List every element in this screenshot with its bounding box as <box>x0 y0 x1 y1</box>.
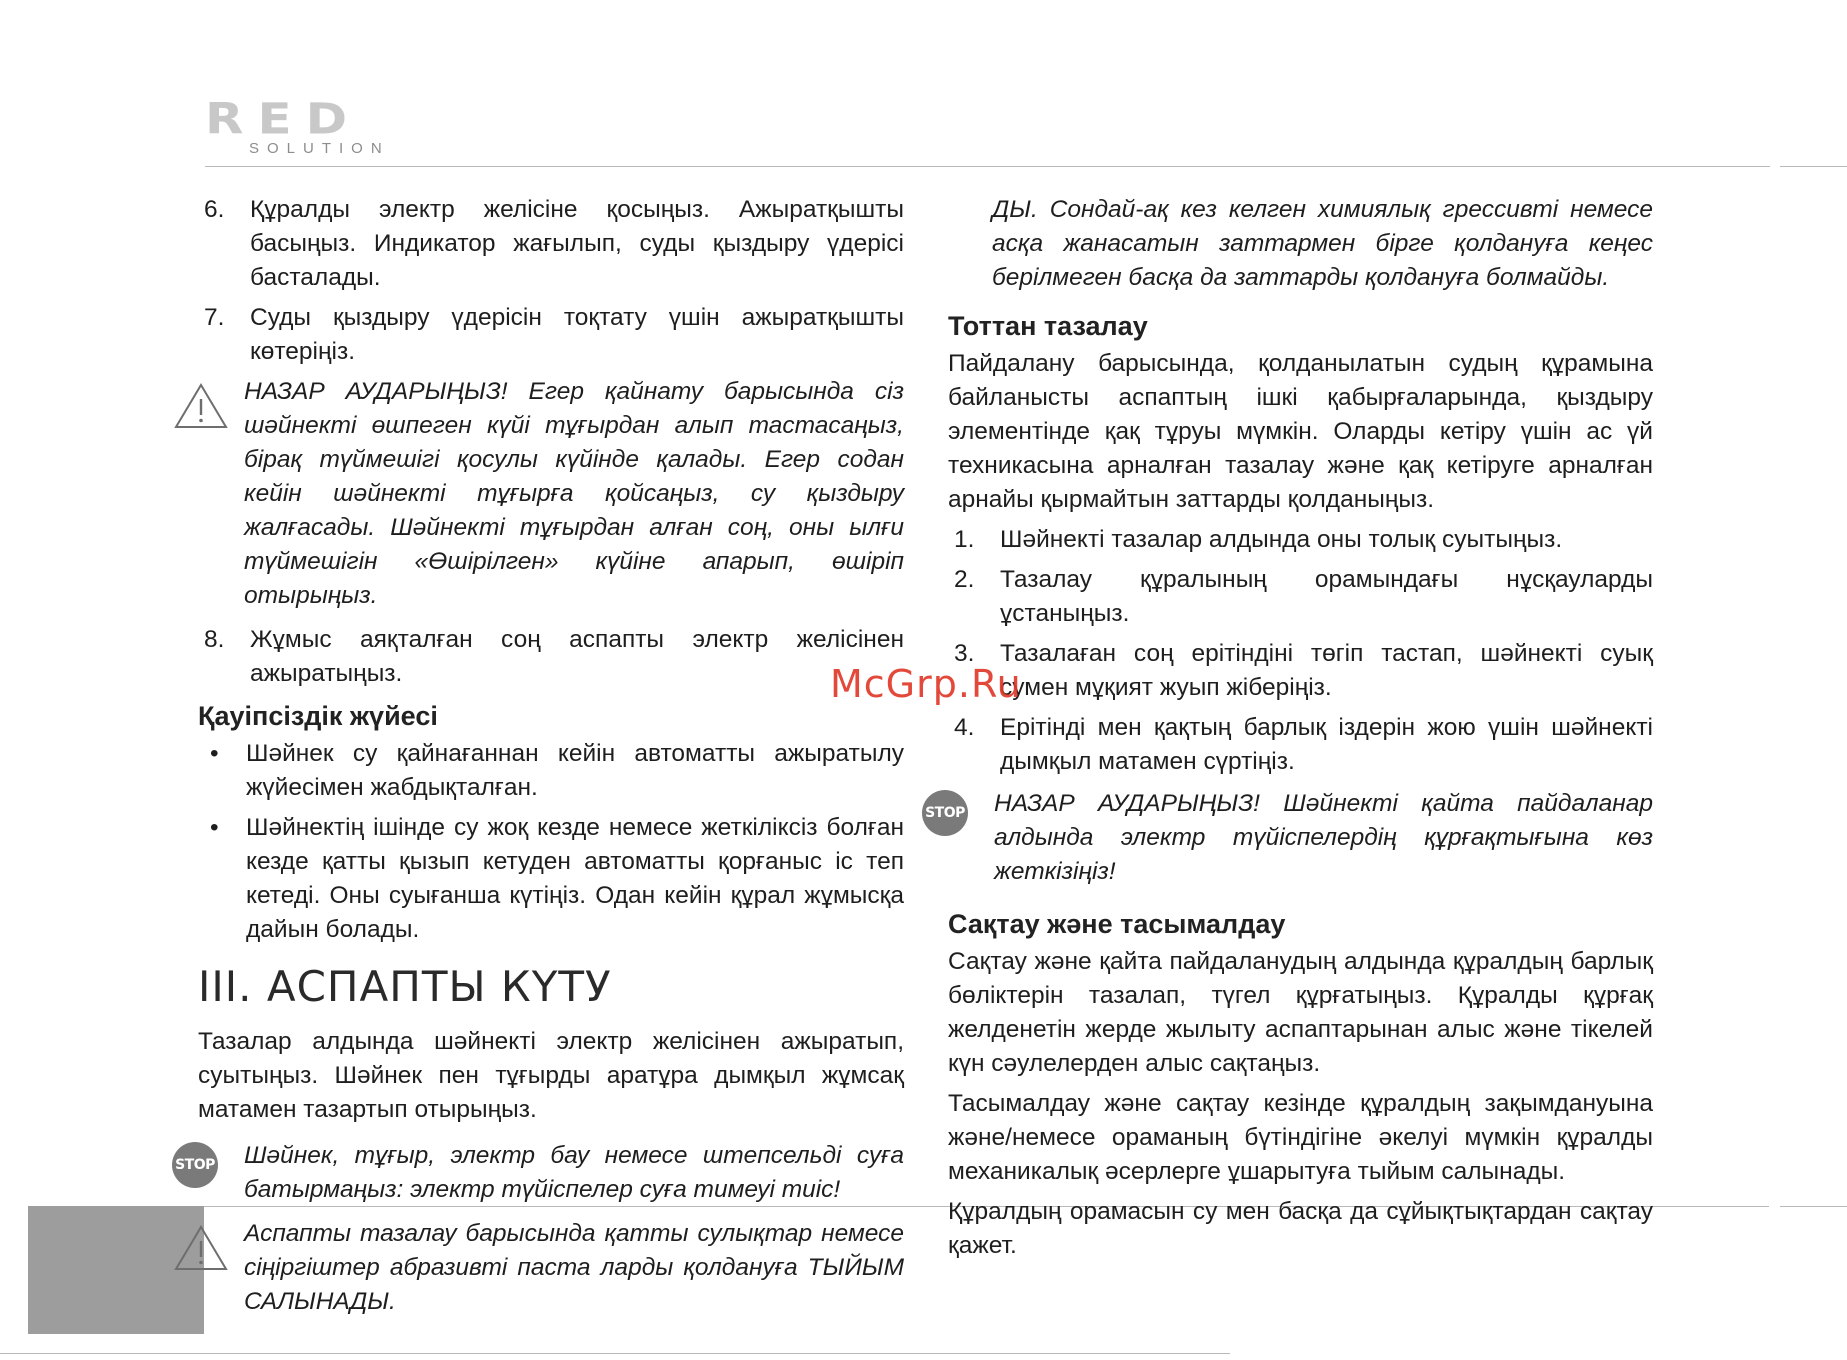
list-item <box>198 193 904 295</box>
bullet-icon: • <box>210 740 219 767</box>
stop-note-text: Шәйнек, тұғыр, электр бау немесе штепсельді суға батырмаңыз: электр түйіспелер суға тимеуі тиіс! <box>244 1142 904 1203</box>
stop-icon: STOP <box>172 1142 218 1188</box>
warning-note <box>198 375 904 613</box>
warning-triangle-icon <box>172 1219 230 1277</box>
item-text: Тазалаған соң ерітіндіні төгіп тастап, шәйнекті суық сумен мұқият жуып жіберіңіз. <box>1000 640 1653 701</box>
item-number: 8. <box>204 626 225 653</box>
descale-steps <box>948 523 1653 779</box>
item-text: Ерітінді мен қақтың барлық іздерін жою үшін шәйнекті дымқыл матамен сүртіңіз. <box>1000 714 1653 775</box>
logo-wordmark: RED <box>205 93 362 144</box>
warning-text: Аспапты тазалау барысында қатты сулықтар немесе сіңіргіштер абразивті паста ларды қолдануға ТЫЙЫМ САЛЫНАДЫ. <box>244 1220 904 1315</box>
section-title: III. АСПАПТЫ КҮТУ <box>198 962 612 1011</box>
item-text: Шәйнекті тазалар алдында оны толық суытыңыз. <box>1000 526 1563 553</box>
steps-list-b <box>198 623 904 691</box>
item-text: Құралды электр желісіне қосыңыз. Ажыратқышты басыңыз. Индикатор жағылып, суды қыздыру үдерісі басталады. <box>250 196 904 291</box>
item-number: 3. <box>954 640 975 667</box>
descale-heading: Тоттан тазалау <box>948 311 1148 341</box>
stop-icon: STOP <box>922 790 968 836</box>
header-rule <box>205 166 1770 167</box>
bullet-icon: • <box>210 814 219 841</box>
footer-rule-right <box>1780 1206 1847 1207</box>
item-number: 2. <box>954 566 975 593</box>
list-item <box>198 623 904 691</box>
list-item <box>948 637 1653 705</box>
list-item <box>948 523 1653 557</box>
bullet-text: Шәйнектің ішінде су жоқ кезде немесе жеткіліксіз болған кезде қатты қызып кетуден автоматты қорғаныс іс теп кетеді. Оны суығанша күтіңіз. Одан кейін құрал жұмысқа дайын болады. <box>246 814 904 943</box>
continued-warning-text: ДЫ. Сондай-ақ кез келген химиялық грессивті немесе асқа жанасатын заттармен бірге қолдануға кеңес берілмеген басқа да заттарды қолдануға болмайды. <box>992 196 1653 291</box>
stop-note <box>175 1139 904 1207</box>
storage-paragraph: Тасымалдау және сақтау кезінде құралдың зақымдануына және/немесе ораманың бүтіндігіне әкелуі мүмкін құралды механикалық әсерлерге ұшарытуға тыйым салынады. <box>948 1090 1653 1185</box>
left-column <box>175 193 904 1329</box>
logo-subtitle: SOLUTION <box>249 140 390 157</box>
storage-paragraph: Құралдың орамасын су мен басқа да сұйықтықтардан сақтау қажет. <box>948 1198 1653 1259</box>
list-item <box>198 737 904 805</box>
item-number: 1. <box>954 526 975 553</box>
steps-list-a <box>198 193 904 369</box>
warning-note <box>198 1217 904 1319</box>
stop-note <box>925 787 1653 889</box>
item-number: 6. <box>204 196 225 223</box>
safety-heading: Қауіпсіздік жүйесі <box>198 701 438 731</box>
stop-note-text: НАЗАР АУДАРЫҢЫЗ! Шәйнекті қайта пайдаланар алдында электр түйіспелердің құрғақтығына көз жеткізіңіз! <box>994 790 1653 885</box>
list-item <box>948 563 1653 631</box>
storage-heading: Сақтау және тасымалдау <box>948 909 1286 939</box>
item-text: Тазалау құралының орамындағы нұсқауларды ұстаныңыз. <box>1000 566 1653 627</box>
item-text: Суды қыздыру үдерісін тоқтату үшін ажыратқышты көтеріңіз. <box>250 304 904 365</box>
item-number: 7. <box>204 304 225 331</box>
list-item <box>948 711 1653 779</box>
header-rule-right <box>1780 166 1847 167</box>
warning-text: НАЗАР АУДАРЫҢЫЗ! Егер қайнату барысында сіз шәйнекті өшпеген күйі тұғырдан алып тастасаңыз, бірақ түймешігі қосулы күйінде қалады. Егер содан кейін шәйнекті тұғырға қойсаңыз, су қыздыру жалғасады. Шәйнекті тұғырдан алған соң, оны ылғи түймешігін «Өшірілген» күйіне апарып, өшіріп отырыңыз. <box>244 378 904 609</box>
storage-paragraph: Сақтау және қайта пайдаланудың алдында құралдың барлық бөліктерін тазалап, түгел құрғатыңыз. Құралды құрғақ желденетін жерде жылыту аспаптарынан алыс және тікелей күн сәулелерден алыс сақтаңыз. <box>948 948 1653 1077</box>
care-paragraph: Тазалар алдында шәйнекті электр желісінен ажыратып, суытыңыз. Шәйнек пен тұғырды аратұра дымқыл жұмсақ матамен тазартып отырыңыз. <box>198 1028 904 1123</box>
warning-triangle-icon <box>172 377 230 435</box>
descale-paragraph: Пайдалану барысында, қолданылатын судың құрамына байланысты аспаптың ішкі қабырғаларында, қыздыру элементінде қақ тұруы мүмкін. Оларды кетіру үшін ас үй техникасына арналған тазалау және қақ кетіруге арналған арнайы қырмайтын заттарды қолданыңыз. <box>948 350 1653 513</box>
watermark: McGrp.Ru <box>830 662 1022 706</box>
item-text: Жұмыс аяқталған соң аспапты электр желісінен ажыратыңыз. <box>250 626 904 687</box>
list-item <box>198 301 904 369</box>
item-number: 4. <box>954 714 975 741</box>
brand-logo <box>205 93 405 157</box>
bottom-rule <box>0 1353 1230 1354</box>
list-item <box>198 811 904 947</box>
bullet-text: Шәйнек су қайнағаннан кейін автоматты ажыратылу жүйесімен жабдықталған. <box>246 740 904 801</box>
safety-list <box>198 737 904 947</box>
